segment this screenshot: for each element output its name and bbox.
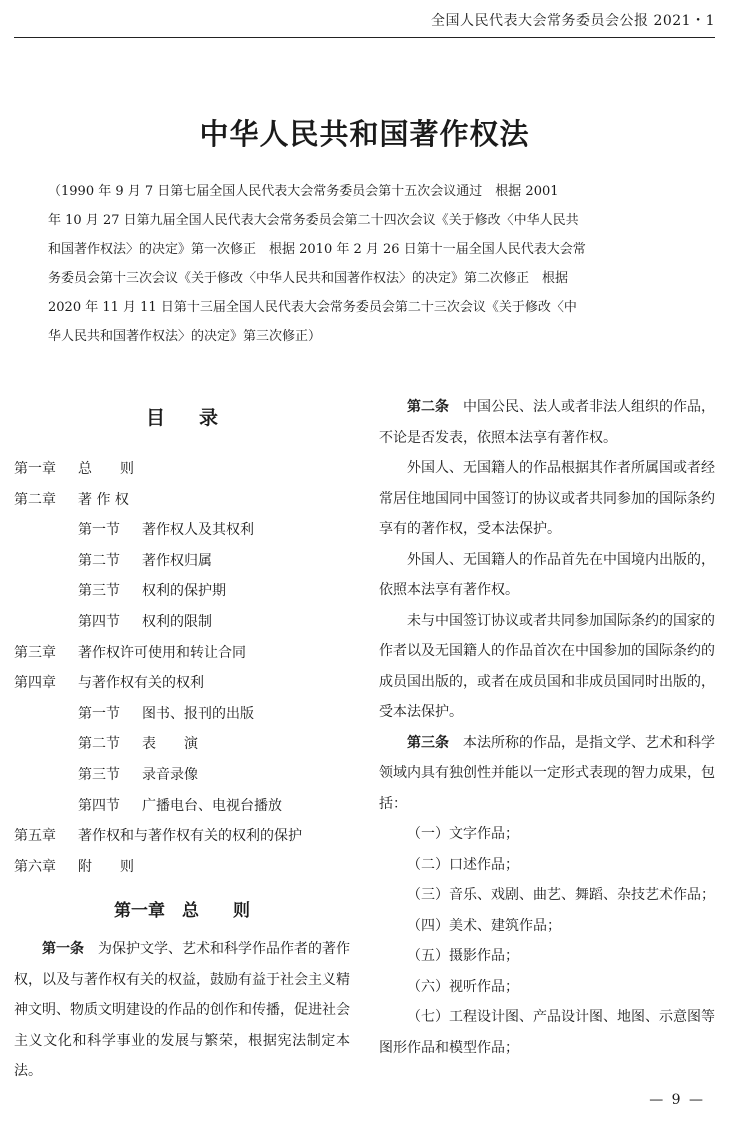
toc-entry-label: 权利的保护期 [142, 583, 226, 600]
article-text: 为保护文学、艺术和科学作品作者的著作权，以及与著作权有关的权益，鼓励有益于社会主义精神文明、物质文明建设的作品的创作和传播，促进社会主义文化和科学事业的发展与繁荣，根据宪法制定本法。 [14, 941, 350, 1080]
toc-entry-number: 第三节 [78, 766, 120, 783]
article-3 [379, 728, 715, 820]
article-2-paragraph: 外国人、无国籍人的作品根据其作者所属国或者经常居住地国同中国签订的协议或者共同参加的国际条约享有的著作权，受本法保护。 [379, 460, 715, 537]
toc-entry-label: 著作权许可使用和转让合同 [78, 644, 246, 661]
toc-entry-label: 录音录像 [142, 766, 198, 783]
toc-entry [14, 515, 350, 546]
work-type-item: （六）视听作品； [407, 978, 519, 995]
toc-entry [14, 791, 350, 822]
table-of-contents [14, 454, 350, 882]
history-line: 和国著作权法〉的决定》第一次修正 根据 2010 年 2 月 26 日第十一届全国人民代表大会常 [48, 242, 586, 257]
history-line: 务委员会第十三次会议《关于修改〈中华人民共和国著作权法〉的决定》第二次修正 根据 [48, 271, 569, 286]
toc-entry [14, 668, 350, 699]
toc-entry-label: 与著作权有关的权利 [78, 675, 204, 692]
article-number: 第二条 [407, 399, 449, 415]
toc-entry-number: 第二章 [14, 491, 56, 508]
law-title: 中华人民共和国著作权法 [199, 117, 530, 151]
toc-entry-number: 第一节 [78, 522, 120, 539]
toc-entry-number: 第二节 [78, 552, 120, 569]
chapter-heading: 第一章 总 则 [114, 901, 250, 922]
toc-entry-number: 第六章 [14, 858, 56, 875]
right-column [379, 392, 715, 1063]
history-line: （1990 年 9 月 7 日第七届全国人民代表大会常务委员会第十五次会议通过 根据 2001 [48, 184, 559, 199]
toc-entry [14, 699, 350, 730]
article-1 [14, 934, 350, 1087]
article-text: 中国公民、法人或者非法人组织的作品，不论是否发表，依照本法享有著作权。 [379, 399, 715, 446]
article-number: 第一条 [42, 941, 84, 958]
toc-entry [14, 729, 350, 760]
toc-entry-number: 第四节 [78, 613, 120, 630]
work-type-item: （五）摄影作品； [407, 948, 519, 964]
toc-entry [14, 607, 350, 638]
history-line: 华人民共和国著作权法〉的决定》第三次修正） [48, 329, 322, 344]
header-rule [14, 37, 715, 38]
page-number: — 9 — [649, 1092, 705, 1108]
toc-entry-label: 表 演 [142, 736, 198, 753]
toc-entry [14, 546, 350, 577]
toc-entry [14, 852, 350, 883]
toc-title: 目录 [145, 407, 252, 429]
article-text: 本法所称的作品，是指文学、艺术和科学领域内具有独创性并能以一定形式表现的智力成果，包括： [379, 734, 715, 812]
article-2-paragraph: 外国人、无国籍人的作品首先在中国境内出版的，依照本法享有著作权。 [379, 551, 715, 598]
toc-entry-label: 附 则 [78, 858, 134, 875]
toc-entry-number: 第四章 [14, 675, 56, 692]
toc-entry-label: 权利的限制 [142, 613, 212, 630]
work-type-item: （二）口述作品； [407, 856, 519, 873]
work-type-item: （四）美术、建筑作品； [407, 917, 561, 934]
toc-entry-number: 第二节 [78, 736, 120, 753]
toc-entry-number: 第三章 [14, 644, 56, 661]
journal-header: 全国人民代表大会常务委员会公报 2021・1 [431, 13, 715, 29]
legislative-history [48, 177, 688, 351]
toc-entry [14, 638, 350, 669]
toc-entry-number: 第一节 [78, 705, 120, 722]
toc-entry-label: 著作权归属 [142, 552, 212, 569]
toc-entry [14, 454, 350, 485]
article-number: 第三条 [407, 734, 449, 751]
toc-entry-number: 第四节 [78, 797, 120, 814]
toc-entry [14, 576, 350, 607]
left-column [14, 392, 350, 1087]
history-line: 2020 年 11 月 11 日第十三届全国人民代表大会常务委员会第二十三次会议《关于修改〈中 [48, 300, 577, 315]
toc-entry [14, 485, 350, 516]
article-2 [379, 392, 715, 453]
work-type-item: （七）工程设计图、产品设计图、地图、示意图等图形作品和模型作品； [379, 1009, 715, 1056]
toc-entry [14, 760, 350, 791]
toc-entry-label: 总 则 [78, 461, 134, 477]
toc-entry-number: 第五章 [14, 828, 56, 845]
toc-entry-label: 广播电台、电视台播放 [142, 797, 282, 814]
work-types-list [379, 819, 715, 1063]
work-type-item: （三）音乐、戏剧、曲艺、舞蹈、杂技艺术作品； [407, 887, 715, 903]
toc-entry-label: 图书、报刊的出版 [142, 705, 254, 722]
toc-entry-number: 第一章 [14, 461, 56, 477]
toc-entry-label: 著作权人及其权利 [142, 522, 254, 539]
toc-entry-label: 著作权和与著作权有关的权利的保护 [78, 828, 302, 845]
work-type-item: （一）文字作品； [407, 826, 519, 842]
history-line: 年 10 月 27 日第九届全国人民代表大会常务委员会第二十四次会议《关于修改〈中华人民共 [48, 213, 579, 228]
article-2-paragraph: 未与中国签订协议或者共同参加国际条约的国家的作者以及无国籍人的作品首次在中国参加的国际条约的成员国出版的，或者在成员国和非成员国同时出版的，受本法保护。 [379, 612, 715, 720]
toc-entry [14, 821, 350, 852]
toc-entry-number: 第三节 [78, 583, 120, 600]
toc-entry-label: 著 作 权 [78, 491, 129, 508]
